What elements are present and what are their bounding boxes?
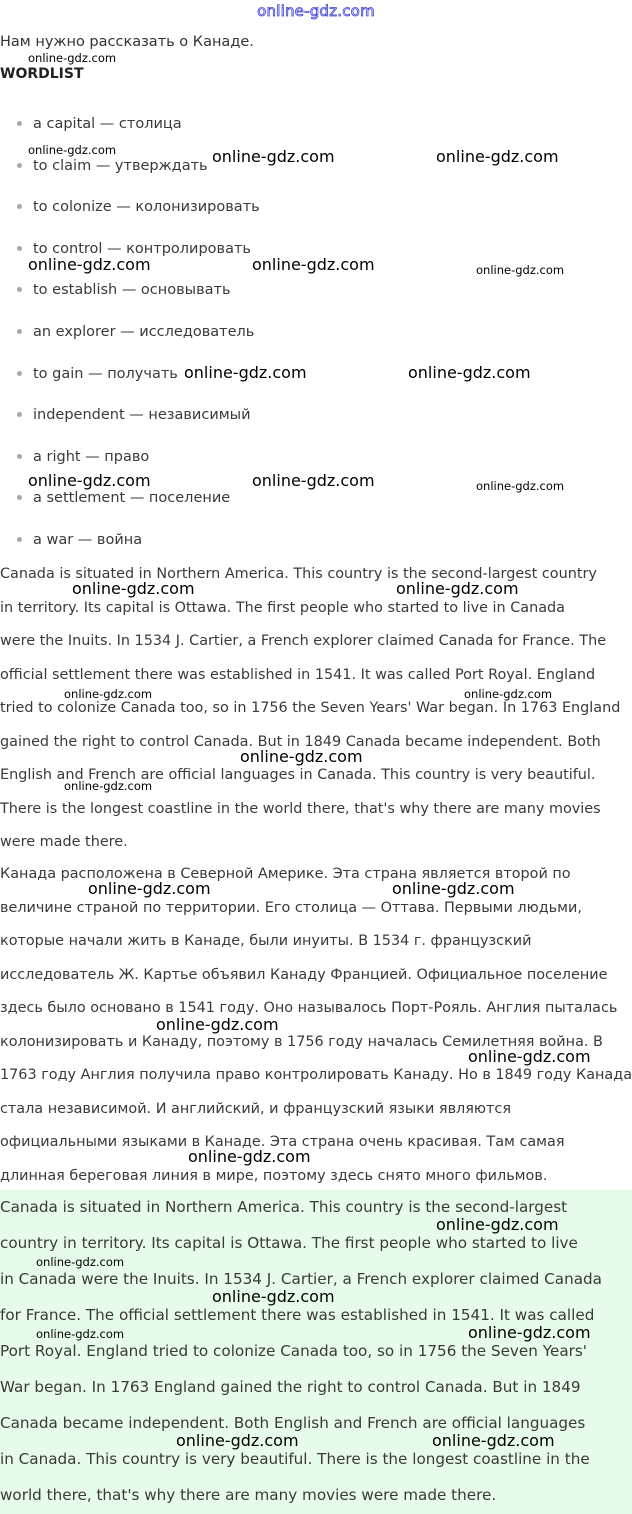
list-item: to gain — получать [33,366,178,382]
watermark: online-gdz.com [476,263,565,277]
watermark: online-gdz.com [36,1255,125,1269]
text-line: were made there. [0,834,128,850]
bullet-icon [17,412,22,417]
watermark: online-gdz.com [64,779,153,793]
watermark: online-gdz.com [184,363,307,382]
bullet-icon [17,371,22,376]
text-line: Canada became independent. Both English and French are official languages [0,1414,586,1432]
list-item: an explorer — исследователь [33,324,254,340]
text-line: country in territory. Its capital is Ottawa. The first people who started to live [0,1234,578,1252]
list-item: to control — контролировать [33,241,251,257]
bullet-icon [17,329,22,334]
text-line: Canada is situated in Northern America. This country is the second-largest [0,1198,568,1216]
watermark: online-gdz.com [88,879,211,898]
list-item: to colonize — колонизировать [33,199,260,215]
watermark: online-gdz.com [28,143,117,157]
list-item: a capital — столица [33,116,182,132]
watermark: online-gdz.com [28,51,117,65]
text-line: здесь было основано в 1541 году. Оно называлось Порт-Рояль. Англия пыталась [0,1000,618,1016]
watermark: online-gdz.com [28,471,151,490]
watermark: online-gdz.com [436,1215,559,1234]
text-line: Canada is situated in Northern America. This country is the second-largest country [0,566,597,582]
text-line: 1763 году Англия получила право контролировать Канаду. Но в 1849 году Канада [0,1067,632,1083]
text-line: официальными языками в Канаде. Эта страна очень красивая. Там самая [0,1134,565,1150]
text-line: Канада расположена в Северной Америке. Эта страна является второй по [0,866,571,882]
watermark: online-gdz.com [432,1431,555,1450]
text-line: for France. The official settlement there was established in 1541. It was called [0,1306,595,1324]
text-line: величине страной по территории. Его столица — Оттава. Первыми людьми, [0,899,582,916]
text-line: длинная береговая линия в мире, поэтому здесь снято много фильмов. [0,1167,548,1184]
list-item: a right — право [33,449,149,465]
text-line: gained the right to control Canada. But in 1849 Canada became independent. Both [0,733,601,750]
text-line: There is the longest coastline in the world there, that's why there are many movies [0,800,601,817]
list-item: a settlement — поселение [33,490,230,506]
paragraph-russian [0,856,632,1189]
text-line: were the Inuits. In 1534 J. Cartier, a French explorer claimed Canada for France. The [0,633,607,649]
list-item: independent — независимый [33,407,251,423]
bullet-icon [17,163,22,168]
watermark: online-gdz.com [468,1323,591,1342]
watermark: online-gdz.com [252,255,375,274]
bullet-icon [17,287,22,292]
text-line: in Canada were the Inuits. In 1534 J. Cartier, a French explorer claimed Canada [0,1270,602,1288]
text-line: Port Royal. England tried to colonize Canada too, so in 1756 the Seven Years' [0,1342,587,1360]
text-line: tried to colonize Canada too, so in 1756 the Seven Years' War began. In 1763 England [0,700,621,716]
text-line: in territory. Its capital is Ottawa. The first people who started to live in Canada [0,599,565,616]
watermark: online-gdz.com [188,1147,311,1166]
text-line: world there, that's why there are many movies were made there. [0,1486,497,1504]
watermark: online-gdz.com [36,1327,125,1341]
list-item: to establish — основывать [33,282,231,298]
list-item: to claim — утверждать [33,158,208,174]
watermark: online-gdz.com [240,747,363,766]
watermark: online-gdz.com [468,1047,591,1066]
text-line: стала независимой. И английский, и французский языки являются [0,1100,511,1117]
paragraph-english [0,556,632,856]
watermark: online-gdz.com [436,147,559,166]
bullet-icon [17,454,22,459]
bullet-icon [17,246,22,251]
text-line: official settlement there was established in 1541. It was called Port Royal. England [0,666,596,683]
text-line: колонизировать и Канаду, поэтому в 1756 году началась Семилетняя война. В [0,1033,603,1050]
bullet-icon [17,495,22,500]
bullet-icon [17,204,22,209]
watermark: online-gdz.com [408,363,531,382]
watermark: online-gdz.com [176,1431,299,1450]
watermark: online-gdz.com [252,471,375,490]
watermark: online-gdz.com [28,255,151,274]
watermark: online-gdz.com [212,147,335,166]
text-line: исследователь Ж. Картье объявил Канаду Францией. Официальное поселение [0,966,608,983]
watermark: online-gdz.com [156,1015,279,1034]
text-line: in Canada. This country is very beautiful. There is the longest coastline in the [0,1450,590,1468]
watermark: online-gdz.com [64,687,153,701]
intro-text: Нам нужно рассказать о Канаде. [0,34,254,50]
watermark: online-gdz.com [476,479,565,493]
watermark: online-gdz.com [212,1287,335,1306]
bullet-icon [17,537,22,542]
text-line: которые начали жить в Канаде, были инуиты. В 1534 г. французский [0,933,532,949]
bullet-icon [17,121,22,126]
watermark: online-gdz.com [396,579,519,598]
watermark: online-gdz.com [72,579,195,598]
wordlist-title: WORDLIST [0,66,84,82]
text-line: War began. In 1763 England gained the right to control Canada. But in 1849 [0,1378,581,1396]
text-line: English and French are official languages in Canada. This country is very beautiful. [0,767,596,783]
site-logo[interactable]: online-gdz.com [257,2,375,20]
paragraph-highlighted [0,1190,632,1514]
watermark: online-gdz.com [464,687,553,701]
watermark: online-gdz.com [392,879,515,898]
list-item: a war — война [33,532,142,548]
